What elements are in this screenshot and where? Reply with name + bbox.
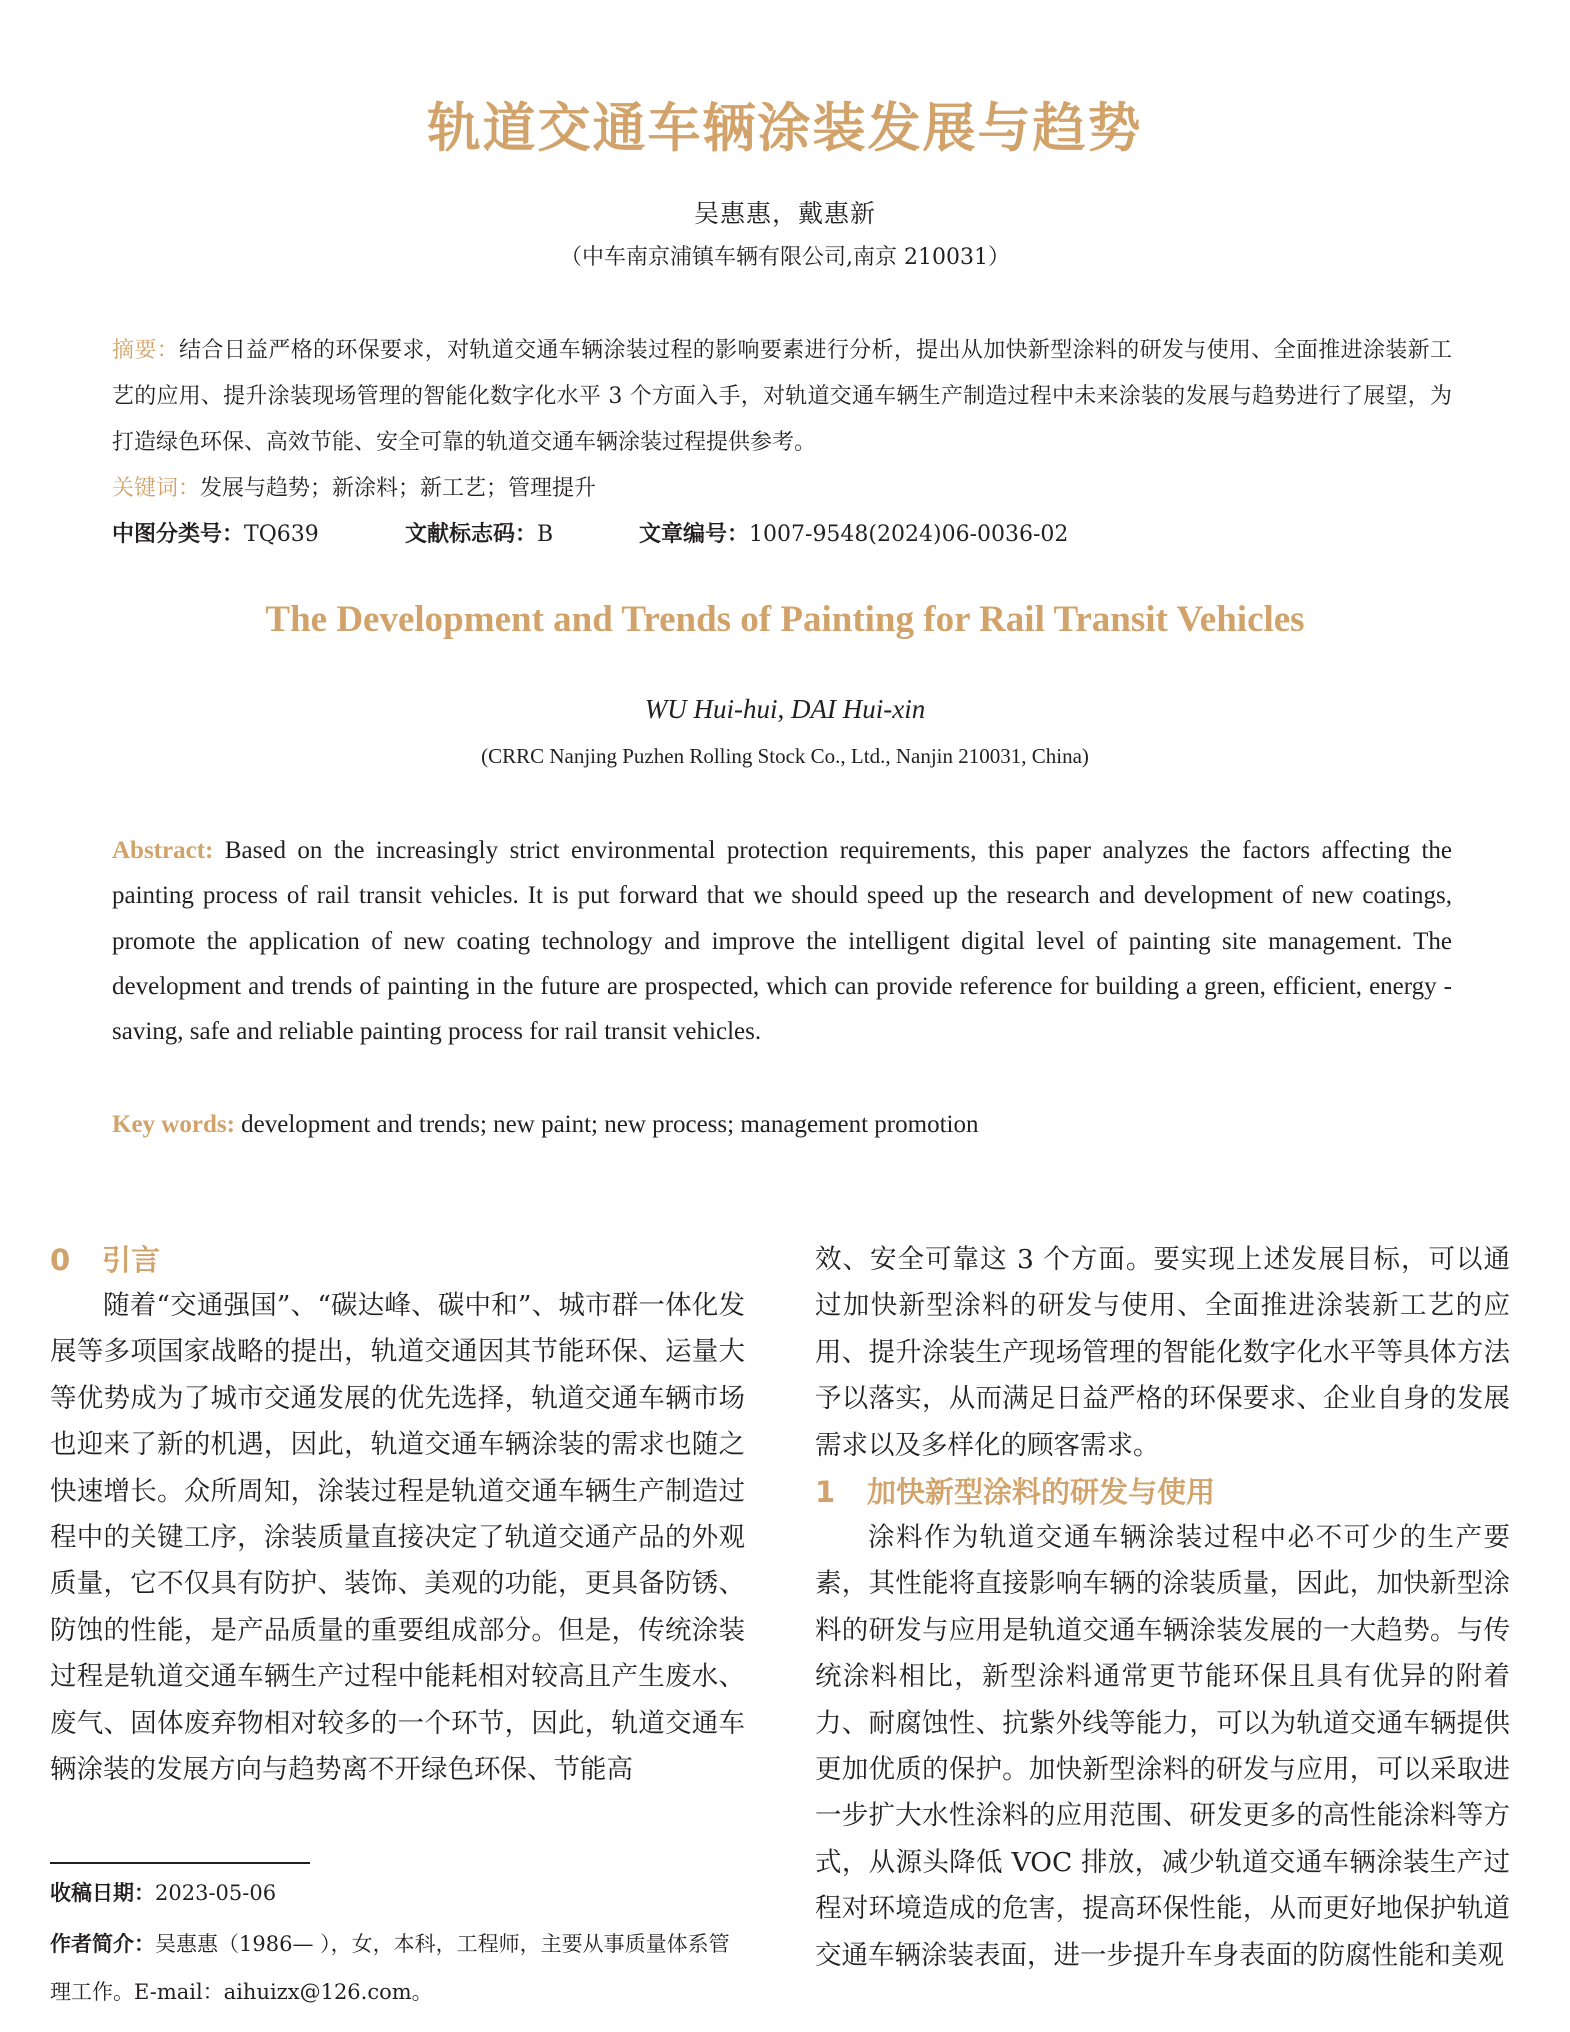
paper-title-cn: 轨道交通车辆涂装发展与趋势	[427, 98, 1143, 159]
keywords-en-label: Key words:	[112, 1111, 235, 1138]
article-label: 文章编号：	[639, 522, 750, 547]
received-value: 2023-05-06	[155, 1881, 277, 1905]
footnote-divider	[50, 1862, 310, 1864]
abstract-en-text: Based on the increasingly strict environmental protection requirements, this paper analyzes the factors affecting the painting process of rail transit vehicles. It is put forward that we should speed up the research and development of new coatings, promote the application of new coating technology and improve the intelligent digital level of painting site management. The development and trends of painting in the future are prospected, which can provide reference for building a green, efficient, energy -saving, safe and reliable painting process for rail transit vehicles.	[112, 837, 1452, 1046]
received-label: 收稿日期：	[50, 1881, 155, 1905]
doc-value: B	[537, 522, 554, 547]
clc-label: 中图分类号：	[112, 522, 245, 547]
doc-code	[405, 512, 553, 558]
classification-row	[112, 512, 1452, 558]
section-heading-1	[815, 1469, 1510, 1515]
keywords-cn-text: 发展与趋势；新涂料；新工艺；管理提升	[200, 476, 597, 501]
clc-value: TQ639	[244, 522, 319, 547]
section-1-paragraph: 涂料作为轨道交通车辆涂装过程中必不可少的生产要素，其性能将直接影响车辆的涂装质量，因此，加快新型涂料的研发与应用是轨道交通车辆涂装发展的一大趋势。与传统涂料相比，新型涂料通常更节能环保且具有优异的附着力、耐腐蚀性、抗紫外线等能力，可以为轨道交通车辆提供更加优质的保护。加快新型涂料的研发与应用，可以采取进一步扩大水性涂料的应用范围、研发更多的高性能涂料等方式，从源头降低 VOC 排放，减少轨道交通车辆涂装生产过程对环境造成的危害，提高环保性能，从而更好地保护轨道交通车辆涂装表面，进一步提升车身表面的防腐性能和美观	[815, 1522, 1510, 1971]
article-value: 1007-9548(2024)06-0036-02	[749, 522, 1069, 547]
authors-cn: 吴惠惠，戴惠新	[693, 199, 876, 228]
body-right-column	[815, 1237, 1510, 1979]
bio-label: 作者简介：	[50, 1932, 155, 1956]
section-0-continued: 效、安全可靠这 3 个方面。要实现上述发展目标，可以通过加快新型涂料的研发与使用、全面推进涂装新工艺的应用、提升涂装生产现场管理的智能化数字化水平等具体方法予以落实，从而满足日益严格的环保要求、企业自身的发展需求以及多样化的顾客需求。	[815, 1244, 1510, 1461]
section-number-1: 1	[815, 1475, 836, 1510]
keywords-en-text: development and trends; new paint; new process; management promotion	[241, 1111, 979, 1138]
section-0-paragraph: 随着“交通强国”、“碳达峰、碳中和”、城市群一体化发展等多项国家战略的提出，轨道交通因其节能环保、运量大等优势成为了城市交通发展的优先选择，轨道交通车辆市场也迎来了新的机遇，因此，轨道交通车辆涂装的需求也随之快速增长。众所周知，涂装过程是轨道交通车辆生产制造过程中的关键工序，涂装质量直接决定了轨道交通产品的外观质量，它不仅具有防护、装饰、美观的功能，更具备防锈、防蚀的性能，是产品质量的重要组成部分。但是，传统涂装过程是轨道交通车辆生产过程中能耗相对较高且产生废水、废气、固体废弃物相对较多的一个环节，因此，轨道交通车辆涂装的发展方向与趋势离不开绿色环保、节能高	[50, 1290, 745, 1786]
article-number	[639, 512, 1068, 558]
clc-code	[112, 512, 319, 558]
keywords-cn-label: 关键词：	[112, 476, 201, 501]
section-number-0: 0	[50, 1243, 71, 1277]
abstract-en-label: Abstract:	[112, 837, 214, 864]
abstract-cn	[112, 328, 1452, 466]
authors-en: WU Hui-hui, DAI Hui-xin	[644, 694, 926, 724]
paper-title-en: The Development and Trends of Painting for Rail Transit Vehicles	[265, 599, 1305, 640]
abstract-cn-label: 摘要：	[112, 338, 180, 363]
section-title-0: 引言	[102, 1243, 161, 1277]
keywords-en	[112, 1102, 1452, 1148]
doc-label: 文献标志码：	[405, 522, 538, 547]
section-title-1: 加快新型涂料的研发与使用	[867, 1475, 1216, 1510]
section-heading-0	[50, 1237, 745, 1283]
affiliation-cn: （中车南京浦镇车辆有限公司,南京 210031）	[560, 245, 1010, 270]
bio-text: 吴惠惠（1986— ），女，本科，工程师，主要从事质量体系管理工作。E-mail：aihuizx@126.com。	[50, 1932, 730, 2004]
abstract-cn-text: 结合日益严格的环保要求，对轨道交通车辆涂装过程的影响要素进行分析，提出从加快新型涂料的研发与使用、全面推进涂装新工艺的应用、提升涂装现场管理的智能化数字化水平 3 个方面入手，对轨道交通车辆生产制造过程中未来涂装的发展与趋势进行了展望，为打造绿色环保、高效节能、安全可靠的轨道交通车辆涂装过程提供参考。	[112, 338, 1452, 455]
keywords-cn	[112, 466, 1452, 512]
body-left-column	[50, 1237, 745, 1793]
author-bio	[50, 1920, 750, 2016]
abstract-en	[112, 828, 1452, 1054]
received-date	[50, 1878, 750, 1908]
affiliation-en: (CRRC Nanjing Puzhen Rolling Stock Co., Ltd., Nanjin 210031, China)	[481, 744, 1089, 768]
